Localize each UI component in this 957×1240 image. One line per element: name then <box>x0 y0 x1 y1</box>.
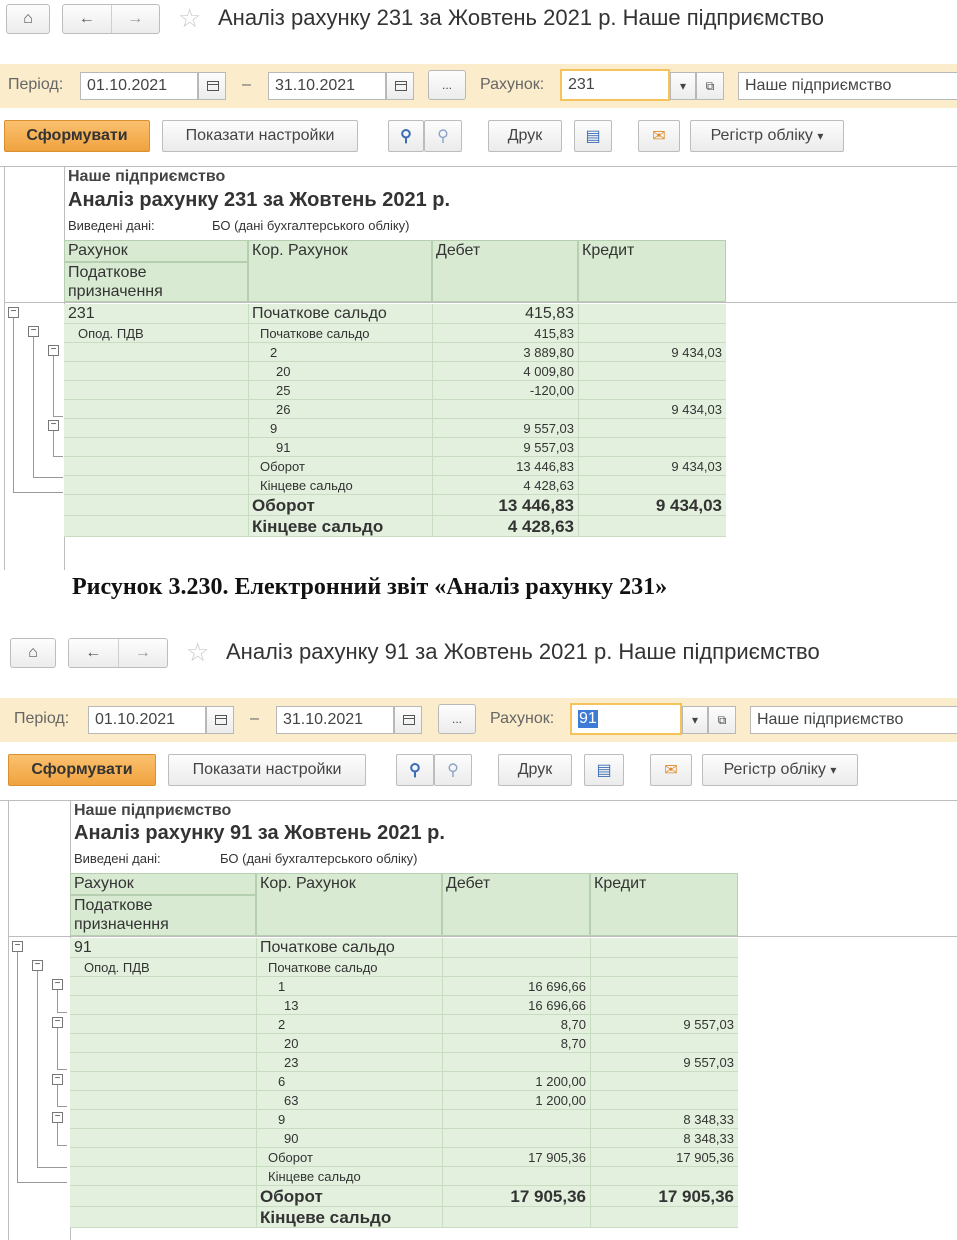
cell-debit: 16 696,66 <box>528 998 586 1013</box>
search-icon: ⚲ <box>400 128 412 145</box>
cell-debit: 415,83 <box>534 326 574 341</box>
forward-arrow-icon: → <box>127 10 144 27</box>
cell-debit: 8,70 <box>560 1036 586 1051</box>
collapse-icon[interactable]: − <box>48 345 59 356</box>
cell-debit <box>442 1129 590 1148</box>
report-top-border <box>0 166 957 167</box>
back-arrow-icon: ← <box>85 644 102 661</box>
account-open-button[interactable] <box>708 706 736 734</box>
cell-corr-account: 13 <box>284 998 299 1013</box>
cell-corr-account: 6 <box>278 1074 286 1089</box>
tree-line <box>57 1145 67 1146</box>
table-row <box>64 476 726 495</box>
header-tax-label: Податкове призначення <box>68 264 163 300</box>
cell-corr-account: Кінцеве сальдо <box>252 517 384 536</box>
cell-debit <box>432 400 578 419</box>
figure-caption: Рисунок 3.230. Електронний звіт «Аналіз рахунку 231» <box>72 574 668 600</box>
home-button[interactable] <box>10 638 56 668</box>
cell-credit <box>578 516 726 537</box>
cell-credit <box>578 476 726 495</box>
cell-credit: 9 557,03 <box>683 1017 734 1032</box>
cell-account <box>74 996 254 1015</box>
search-icon: ⚲ <box>409 762 421 779</box>
cell-account <box>68 457 246 476</box>
table-row <box>70 958 738 977</box>
cell-account <box>68 400 246 419</box>
cell-account: Опод. ПДВ <box>78 326 144 341</box>
open-window-icon: ⧉ <box>717 712 727 727</box>
cell-debit: 9 557,03 <box>523 440 574 455</box>
favorite-star-icon[interactable]: ☆ <box>178 3 202 33</box>
show-settings-button[interactable]: Показати настройки <box>162 120 358 152</box>
cell-debit <box>442 1053 590 1072</box>
cell-credit: 9 557,03 <box>683 1055 734 1070</box>
cell-credit <box>590 958 738 977</box>
favorite-star-icon[interactable]: ☆ <box>186 637 210 667</box>
cell-account: 231 <box>68 305 95 322</box>
tree-line <box>13 318 14 492</box>
table-row <box>70 1148 738 1167</box>
cell-account <box>68 438 246 457</box>
cell-credit: 9 434,03 <box>671 459 722 474</box>
cell-credit <box>578 324 726 343</box>
cell-account <box>74 1167 254 1186</box>
cell-corr-account: Оборот <box>260 1187 323 1206</box>
tree-line <box>37 1167 67 1168</box>
cell-corr-account: Початкове сальдо <box>260 939 395 956</box>
header-account-label: Рахунок <box>68 242 128 259</box>
cell-credit <box>590 1207 738 1228</box>
cell-corr-account: 2 <box>270 345 278 360</box>
cell-credit <box>578 381 726 400</box>
table-row <box>70 1167 738 1186</box>
table-row <box>64 419 726 438</box>
email-icon: ✉ <box>652 128 666 145</box>
date-from-field[interactable]: 01.10.2021 <box>88 706 206 734</box>
table-row <box>70 938 738 958</box>
search-button[interactable] <box>396 754 434 786</box>
cell-account <box>74 1015 254 1034</box>
table-row <box>70 1129 738 1148</box>
cell-debit: 16 696,66 <box>528 979 586 994</box>
tree-line <box>37 971 38 1167</box>
cell-corr-account: Оборот <box>252 496 315 515</box>
back-button[interactable] <box>63 5 111 33</box>
cell-credit <box>590 1091 738 1110</box>
dropdown-arrow-icon: ▾ <box>830 763 837 777</box>
cell-debit: 4 009,80 <box>523 364 574 379</box>
search-next-button[interactable] <box>434 754 472 786</box>
cell-corr-account: Кінцеве сальдо <box>268 1169 361 1184</box>
cell-account <box>68 381 246 400</box>
header-credit-label: Кредит <box>582 242 635 259</box>
tree-line <box>57 1069 67 1070</box>
organization-field[interactable]: Наше підприємство <box>750 706 957 734</box>
dropdown-arrow-icon: ▾ <box>817 129 824 143</box>
cell-debit: 1 200,00 <box>535 1074 586 1089</box>
cell-corr-account: 90 <box>284 1131 299 1146</box>
report-header-border <box>4 302 957 303</box>
window-title: Аналіз рахунку 91 за Жовтень 2021 р. Наше підприємство <box>226 639 820 664</box>
output-label: Виведені дані: <box>74 851 161 866</box>
period-label: Період: <box>14 710 70 727</box>
cell-corr-account: 25 <box>276 383 291 398</box>
tree-line <box>57 1106 67 1107</box>
preview-icon: ▤ <box>596 762 612 779</box>
cell-debit: 3 889,80 <box>523 345 574 360</box>
table-row <box>70 1015 738 1034</box>
cell-debit: 4 428,63 <box>523 478 574 493</box>
tree-line <box>57 1085 58 1107</box>
cell-account <box>74 1072 254 1091</box>
cell-debit: 4 428,63 <box>507 517 574 536</box>
cell-credit: 9 434,03 <box>671 345 722 360</box>
cell-debit: 9 557,03 <box>523 421 574 436</box>
collapse-icon[interactable]: − <box>52 1017 63 1028</box>
report-rows-231 <box>0 304 957 544</box>
table-row <box>70 977 738 996</box>
cell-credit <box>590 1072 738 1091</box>
table-row <box>70 1110 738 1129</box>
tree-line <box>13 492 63 493</box>
output-value: БО (дані бухгалтерського обліку) <box>220 851 418 866</box>
cell-corr-account: Оборот <box>268 1150 313 1165</box>
cell-debit <box>442 1167 590 1186</box>
cell-account: Опод. ПДВ <box>84 960 150 975</box>
table-row <box>64 438 726 457</box>
preview-button[interactable] <box>584 754 624 786</box>
account-label: Рахунок: <box>480 76 545 93</box>
table-row <box>70 996 738 1015</box>
preview-button[interactable] <box>574 120 612 152</box>
cell-corr-account: Початкове сальдо <box>268 960 378 975</box>
window-91 <box>0 634 957 1240</box>
cell-corr-account: 20 <box>284 1036 299 1051</box>
cell-credit: 9 434,03 <box>671 402 722 417</box>
cell-debit: -120,00 <box>529 383 574 398</box>
cell-debit: 13 446,83 <box>516 459 574 474</box>
total-row <box>70 1186 738 1207</box>
cell-debit: 17 905,36 <box>510 1187 586 1206</box>
tree-line <box>57 1012 67 1013</box>
collapse-icon[interactable]: − <box>8 307 19 318</box>
header-account-label: Рахунок <box>74 875 134 892</box>
tree-line <box>17 1182 67 1183</box>
cell-corr-account: 9 <box>270 421 278 436</box>
generate-button[interactable]: Сформувати <box>8 754 156 786</box>
report-title: Аналіз рахунку 91 за Жовтень 2021 р. <box>74 822 445 844</box>
tree-line <box>53 456 63 457</box>
cell-credit <box>578 362 726 381</box>
generate-button[interactable]: Сформувати <box>4 120 150 152</box>
cell-account <box>74 1091 254 1110</box>
cell-corr-account: Початкове сальдо <box>260 326 370 341</box>
search-next-icon: ⚲ <box>447 762 459 779</box>
period-select-button[interactable]: ... <box>428 70 466 100</box>
cell-credit: 9 434,03 <box>655 496 722 515</box>
cell-account <box>74 1053 254 1072</box>
date-from-field[interactable]: 01.10.2021 <box>80 72 198 100</box>
back-arrow-icon: ← <box>78 10 95 27</box>
tree-line <box>57 1028 58 1070</box>
open-window-icon: ⧉ <box>705 78 715 93</box>
cell-corr-account: 2 <box>278 1017 286 1032</box>
cell-credit: 8 348,33 <box>683 1112 734 1127</box>
date-to-field[interactable]: 31.10.2021 <box>268 72 386 100</box>
forward-button[interactable] <box>118 639 168 667</box>
cell-corr-account: 9 <box>278 1112 286 1127</box>
report-org: Наше підприємство <box>74 802 232 819</box>
search-button[interactable] <box>388 120 424 152</box>
cell-account <box>68 419 246 438</box>
calendar-icon <box>395 81 407 91</box>
tree-line <box>53 416 63 417</box>
header-debit-label: Дебет <box>446 875 491 892</box>
email-button[interactable] <box>638 120 680 152</box>
tree-line <box>33 337 34 477</box>
cell-debit <box>442 958 590 977</box>
collapse-icon[interactable]: − <box>48 420 59 431</box>
report-org: Наше підприємство <box>68 168 226 185</box>
cell-credit <box>590 996 738 1015</box>
forward-button[interactable] <box>111 5 160 33</box>
collapse-icon[interactable]: − <box>12 941 23 952</box>
forward-arrow-icon: → <box>134 644 151 661</box>
report-rows-91 <box>0 938 957 1228</box>
cell-credit: 17 905,36 <box>658 1187 734 1206</box>
register-button[interactable]: Регістр обліку ▾ <box>690 120 844 152</box>
account-label: Рахунок: <box>490 710 555 727</box>
collapse-icon[interactable]: − <box>52 1074 63 1085</box>
cell-account <box>74 1148 254 1167</box>
email-button[interactable] <box>650 754 692 786</box>
date-to-field[interactable]: 31.10.2021 <box>276 706 394 734</box>
table-row <box>70 1053 738 1072</box>
period-dash: – <box>242 76 251 93</box>
total-row <box>70 1207 738 1228</box>
dropdown-arrow-icon: ▾ <box>691 713 699 727</box>
table-row <box>64 362 726 381</box>
total-row <box>64 495 726 516</box>
organization-field[interactable]: Наше підприємство <box>738 72 957 100</box>
cell-debit <box>442 1110 590 1129</box>
cell-credit <box>578 304 726 324</box>
account-field[interactable]: 231 <box>560 69 670 101</box>
output-value: БО (дані бухгалтерського обліку) <box>212 218 410 233</box>
cell-corr-account: 20 <box>276 364 291 379</box>
cell-debit: 17 905,36 <box>528 1150 586 1165</box>
table-row <box>64 381 726 400</box>
collapse-icon[interactable]: − <box>52 979 63 990</box>
period-dash: – <box>250 710 259 727</box>
cell-debit <box>442 1207 590 1228</box>
header-tax-label: Податкове призначення <box>74 897 169 933</box>
home-icon: ⌂ <box>23 10 33 27</box>
account-dropdown-button[interactable] <box>682 706 708 734</box>
table-row <box>70 1034 738 1053</box>
cell-debit: 8,70 <box>560 1017 586 1032</box>
cell-corr-account: Оборот <box>260 459 305 474</box>
period-select-button[interactable]: ... <box>438 704 476 734</box>
header-corr-label: Кор. Рахунок <box>260 875 356 892</box>
cell-account <box>74 1110 254 1129</box>
report-top-border <box>0 800 957 801</box>
search-next-icon: ⚲ <box>437 128 449 145</box>
cell-credit: 8 348,33 <box>683 1131 734 1146</box>
cell-account <box>74 977 254 996</box>
header-credit-label: Кредит <box>594 875 647 892</box>
cell-credit <box>590 1034 738 1053</box>
preview-icon: ▤ <box>585 128 601 145</box>
date-from-calendar-button[interactable] <box>206 706 234 734</box>
cell-account <box>68 343 246 362</box>
date-from-calendar-button[interactable] <box>198 72 226 100</box>
calendar-icon <box>215 715 227 725</box>
cell-corr-account: Початкове сальдо <box>252 305 387 322</box>
table-row <box>64 457 726 476</box>
header-debit-label: Дебет <box>436 242 481 259</box>
cell-credit <box>590 1167 738 1186</box>
nav-history <box>68 638 168 668</box>
report-title: Аналіз рахунку 231 за Жовтень 2021 р. <box>68 189 451 211</box>
table-row <box>64 304 726 324</box>
account-open-button[interactable] <box>696 72 724 100</box>
table-row <box>70 1072 738 1091</box>
tree-line <box>53 356 54 416</box>
calendar-icon <box>403 715 415 725</box>
cell-account <box>68 476 246 495</box>
window-title: Аналіз рахунку 231 за Жовтень 2021 р. Наше підприємство <box>218 5 824 30</box>
total-row <box>64 516 726 537</box>
table-row <box>70 1091 738 1110</box>
cell-corr-account: 26 <box>276 402 291 417</box>
cell-account <box>68 362 246 381</box>
collapse-icon[interactable]: − <box>32 960 43 971</box>
print-button[interactable]: Друк <box>498 754 572 786</box>
table-row <box>64 324 726 343</box>
account-dropdown-button[interactable] <box>670 72 696 100</box>
cell-credit: 17 905,36 <box>676 1150 734 1165</box>
nav-history <box>62 4 160 34</box>
dropdown-arrow-icon: ▾ <box>679 79 687 93</box>
tree-line <box>53 431 54 456</box>
cell-debit <box>442 938 590 958</box>
home-icon: ⌂ <box>28 644 38 661</box>
cell-corr-account: Кінцеве сальдо <box>260 1208 392 1227</box>
output-label: Виведені дані: <box>68 218 155 233</box>
tree-line <box>57 1123 58 1145</box>
home-button[interactable] <box>6 4 50 34</box>
email-icon: ✉ <box>664 762 678 779</box>
cell-corr-account: Кінцеве сальдо <box>260 478 353 493</box>
tree-line <box>57 990 58 1012</box>
cell-credit <box>590 938 738 958</box>
collapse-icon[interactable]: − <box>52 1112 63 1123</box>
cell-credit <box>590 977 738 996</box>
cell-credit <box>578 438 726 457</box>
date-to-calendar-button[interactable] <box>394 706 422 734</box>
header-corr-label: Кор. Рахунок <box>252 242 348 259</box>
tree-line <box>17 952 18 1182</box>
back-button[interactable] <box>69 639 118 667</box>
calendar-icon <box>207 81 219 91</box>
period-label: Період: <box>8 76 64 93</box>
cell-corr-account: 23 <box>284 1055 299 1070</box>
print-button[interactable]: Друк <box>488 120 562 152</box>
window-231 <box>0 0 957 572</box>
cell-debit: 1 200,00 <box>535 1093 586 1108</box>
account-field[interactable]: 91 <box>570 703 682 735</box>
report-header-border <box>8 936 957 937</box>
collapse-icon[interactable]: − <box>28 326 39 337</box>
cell-account <box>74 1129 254 1148</box>
date-to-calendar-button[interactable] <box>386 72 414 100</box>
cell-corr-account: 63 <box>284 1093 299 1108</box>
search-next-button[interactable] <box>424 120 462 152</box>
tree-line <box>33 477 63 478</box>
register-button[interactable]: Регістр обліку ▾ <box>702 754 858 786</box>
cell-debit: 13 446,83 <box>498 496 574 515</box>
cell-debit: 415,83 <box>525 305 574 322</box>
table-row <box>64 343 726 362</box>
cell-credit <box>578 419 726 438</box>
cell-corr-account: 91 <box>276 440 291 455</box>
table-row <box>64 400 726 419</box>
cell-corr-account: 1 <box>278 979 286 994</box>
show-settings-button[interactable]: Показати настройки <box>168 754 366 786</box>
cell-account: 91 <box>74 939 92 956</box>
cell-account <box>74 1034 254 1053</box>
